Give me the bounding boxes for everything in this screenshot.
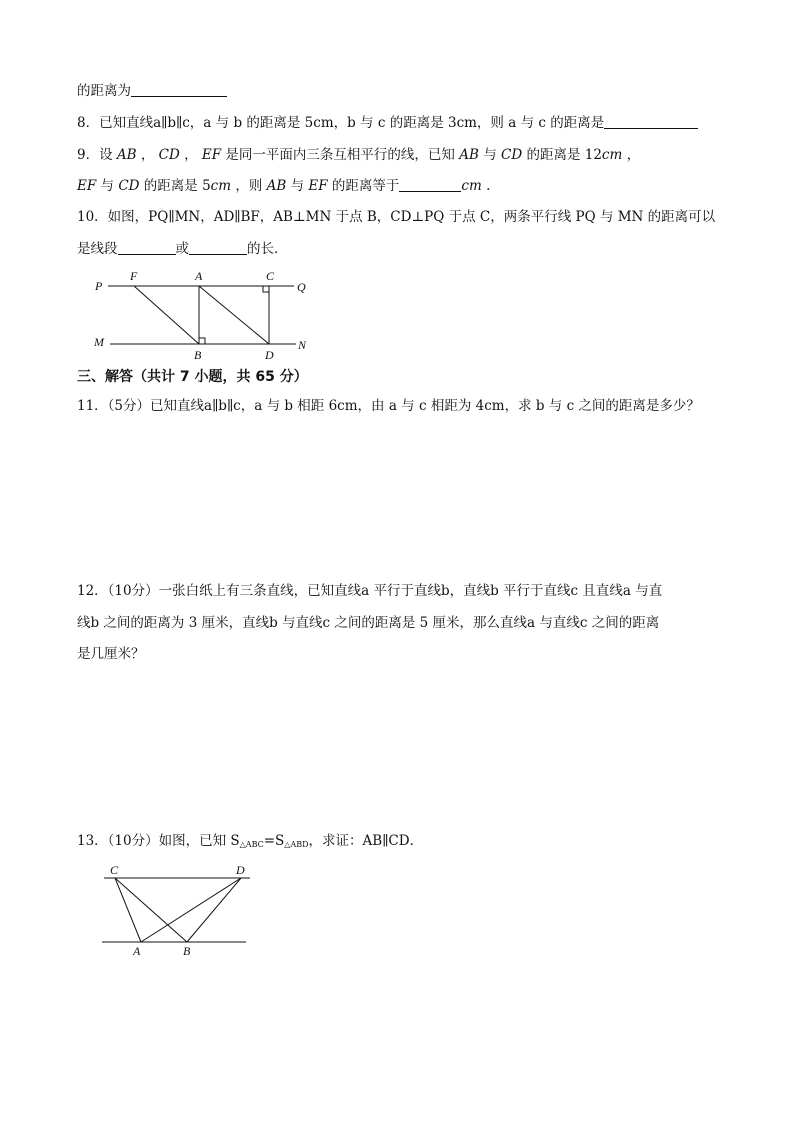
q9-var: CD — [118, 178, 140, 194]
right-angle-mark-B — [199, 338, 205, 344]
q9-text: ， — [622, 147, 641, 163]
answer-blank[interactable] — [399, 177, 461, 192]
q9-var: AB — [266, 178, 287, 194]
q10-figure — [88, 266, 318, 364]
label-P: P — [95, 279, 103, 293]
q9-text: 的距离是 12 — [522, 147, 602, 163]
q13-text: 13．（10分）如图，已知 S — [77, 833, 240, 849]
segment-CB — [115, 878, 187, 942]
answer-blank[interactable] — [131, 82, 227, 97]
label-N: N — [298, 338, 307, 352]
q9-var: CD — [501, 147, 523, 163]
q10-text: 的长． — [247, 241, 288, 257]
answer-blank[interactable] — [604, 114, 698, 129]
q9-text: 与 — [286, 178, 309, 194]
q9-text: ， — [136, 147, 159, 163]
label-D: D — [236, 863, 245, 877]
question-13 — [77, 832, 423, 854]
q9-text: ，则 — [231, 178, 267, 194]
q13-text: ，求证：AB∥CD． — [308, 833, 424, 849]
q12-text: 线b 之间的距离为 3 厘米，直线b 与直线c 之间的距离是 5 厘米，那么直线a 与直线c 之间的距离 — [77, 615, 660, 631]
q9-unit: cm — [461, 178, 482, 194]
question-10-line-2 — [77, 240, 288, 258]
label-Q: Q — [297, 280, 306, 294]
question-10-line-1 — [77, 208, 715, 226]
q9-text: 与 — [478, 147, 501, 163]
question-12-line-3 — [77, 645, 145, 663]
q9-var: EF — [77, 178, 97, 194]
segment-DB — [187, 878, 241, 942]
question-11 — [77, 397, 700, 415]
question-12-line-2 — [77, 614, 659, 632]
label-C: C — [110, 863, 119, 877]
answer-blank[interactable] — [189, 240, 247, 255]
section-3-title: 三、解答（共计 7 小题，共 65 分） — [77, 369, 308, 385]
answer-blank[interactable] — [118, 240, 176, 255]
q11-text: 11．（5分）已知直线a∥b∥c，a 与 b 相距 6cm，由 a 与 c 相距为 4cm，求 b 与 c 之间的距离是多少？ — [77, 398, 700, 414]
q9-text: . — [481, 178, 491, 194]
q10-text: 或 — [175, 241, 189, 257]
section-3-heading — [77, 368, 308, 386]
label-B: B — [194, 348, 202, 362]
q8-text: 8．已知直线a∥b∥c，a 与 b 的距离是 5cm，b 与 c 的距离是 3cm，则 a 与 c 的距离是 — [77, 115, 605, 131]
q9-var: CD — [158, 147, 180, 163]
label-M: M — [94, 335, 104, 349]
label-F: F — [130, 269, 138, 283]
q7-tail-text: 的距离为 — [77, 83, 131, 99]
q9-unit: cm — [601, 147, 623, 163]
q9-unit: cm — [210, 178, 232, 194]
q13-figure — [100, 860, 250, 960]
q13-subscript: △ABC — [239, 840, 264, 849]
q9-text: 的距离是 5 — [139, 178, 211, 194]
q9-text: 与 — [96, 178, 119, 194]
question-12-line-1 — [77, 582, 662, 600]
q13-text: =S — [263, 833, 285, 849]
question-9-line-2 — [77, 177, 490, 195]
right-angle-mark-C — [263, 286, 269, 292]
segment-FB — [134, 286, 199, 344]
segment-CA — [115, 878, 141, 942]
q12-text: 12．（10分）一张白纸上有三条直线，已知直线a 平行于直线b，直线b 平行于直线c 且直线a 与直 — [77, 583, 663, 599]
segment-AD — [199, 286, 269, 344]
q9-text: 9．设 — [77, 147, 117, 163]
q9-var: AB — [116, 147, 137, 163]
q9-var: AB — [459, 147, 479, 163]
label-D: D — [265, 348, 274, 362]
label-C: C — [266, 269, 275, 283]
label-A: A — [133, 944, 141, 958]
q9-text: ， — [179, 147, 202, 163]
segment-DA — [141, 878, 241, 942]
q9-text: 是同一平面内三条互相平行的线，已知 — [221, 147, 460, 163]
q9-var: EF — [201, 147, 222, 163]
q10-text: 是线段 — [77, 241, 118, 257]
q13-subscript: △ABD — [284, 840, 309, 849]
label-A: A — [195, 269, 203, 283]
q9-text: 的距离等于 — [327, 178, 400, 194]
question-9-line-1 — [77, 146, 640, 164]
question-8 — [77, 114, 698, 132]
q10-text: 10．如图，PQ∥MN，AD∥BF，AB⊥MN 于点 B，CD⊥PQ 于点 C，两条平行线 PQ 与 MN 的距离可以 — [77, 209, 716, 225]
q12-text: 是几厘米？ — [77, 646, 145, 662]
q9-var: EF — [308, 178, 328, 194]
question-7-continuation — [77, 82, 227, 100]
label-B: B — [183, 944, 191, 958]
